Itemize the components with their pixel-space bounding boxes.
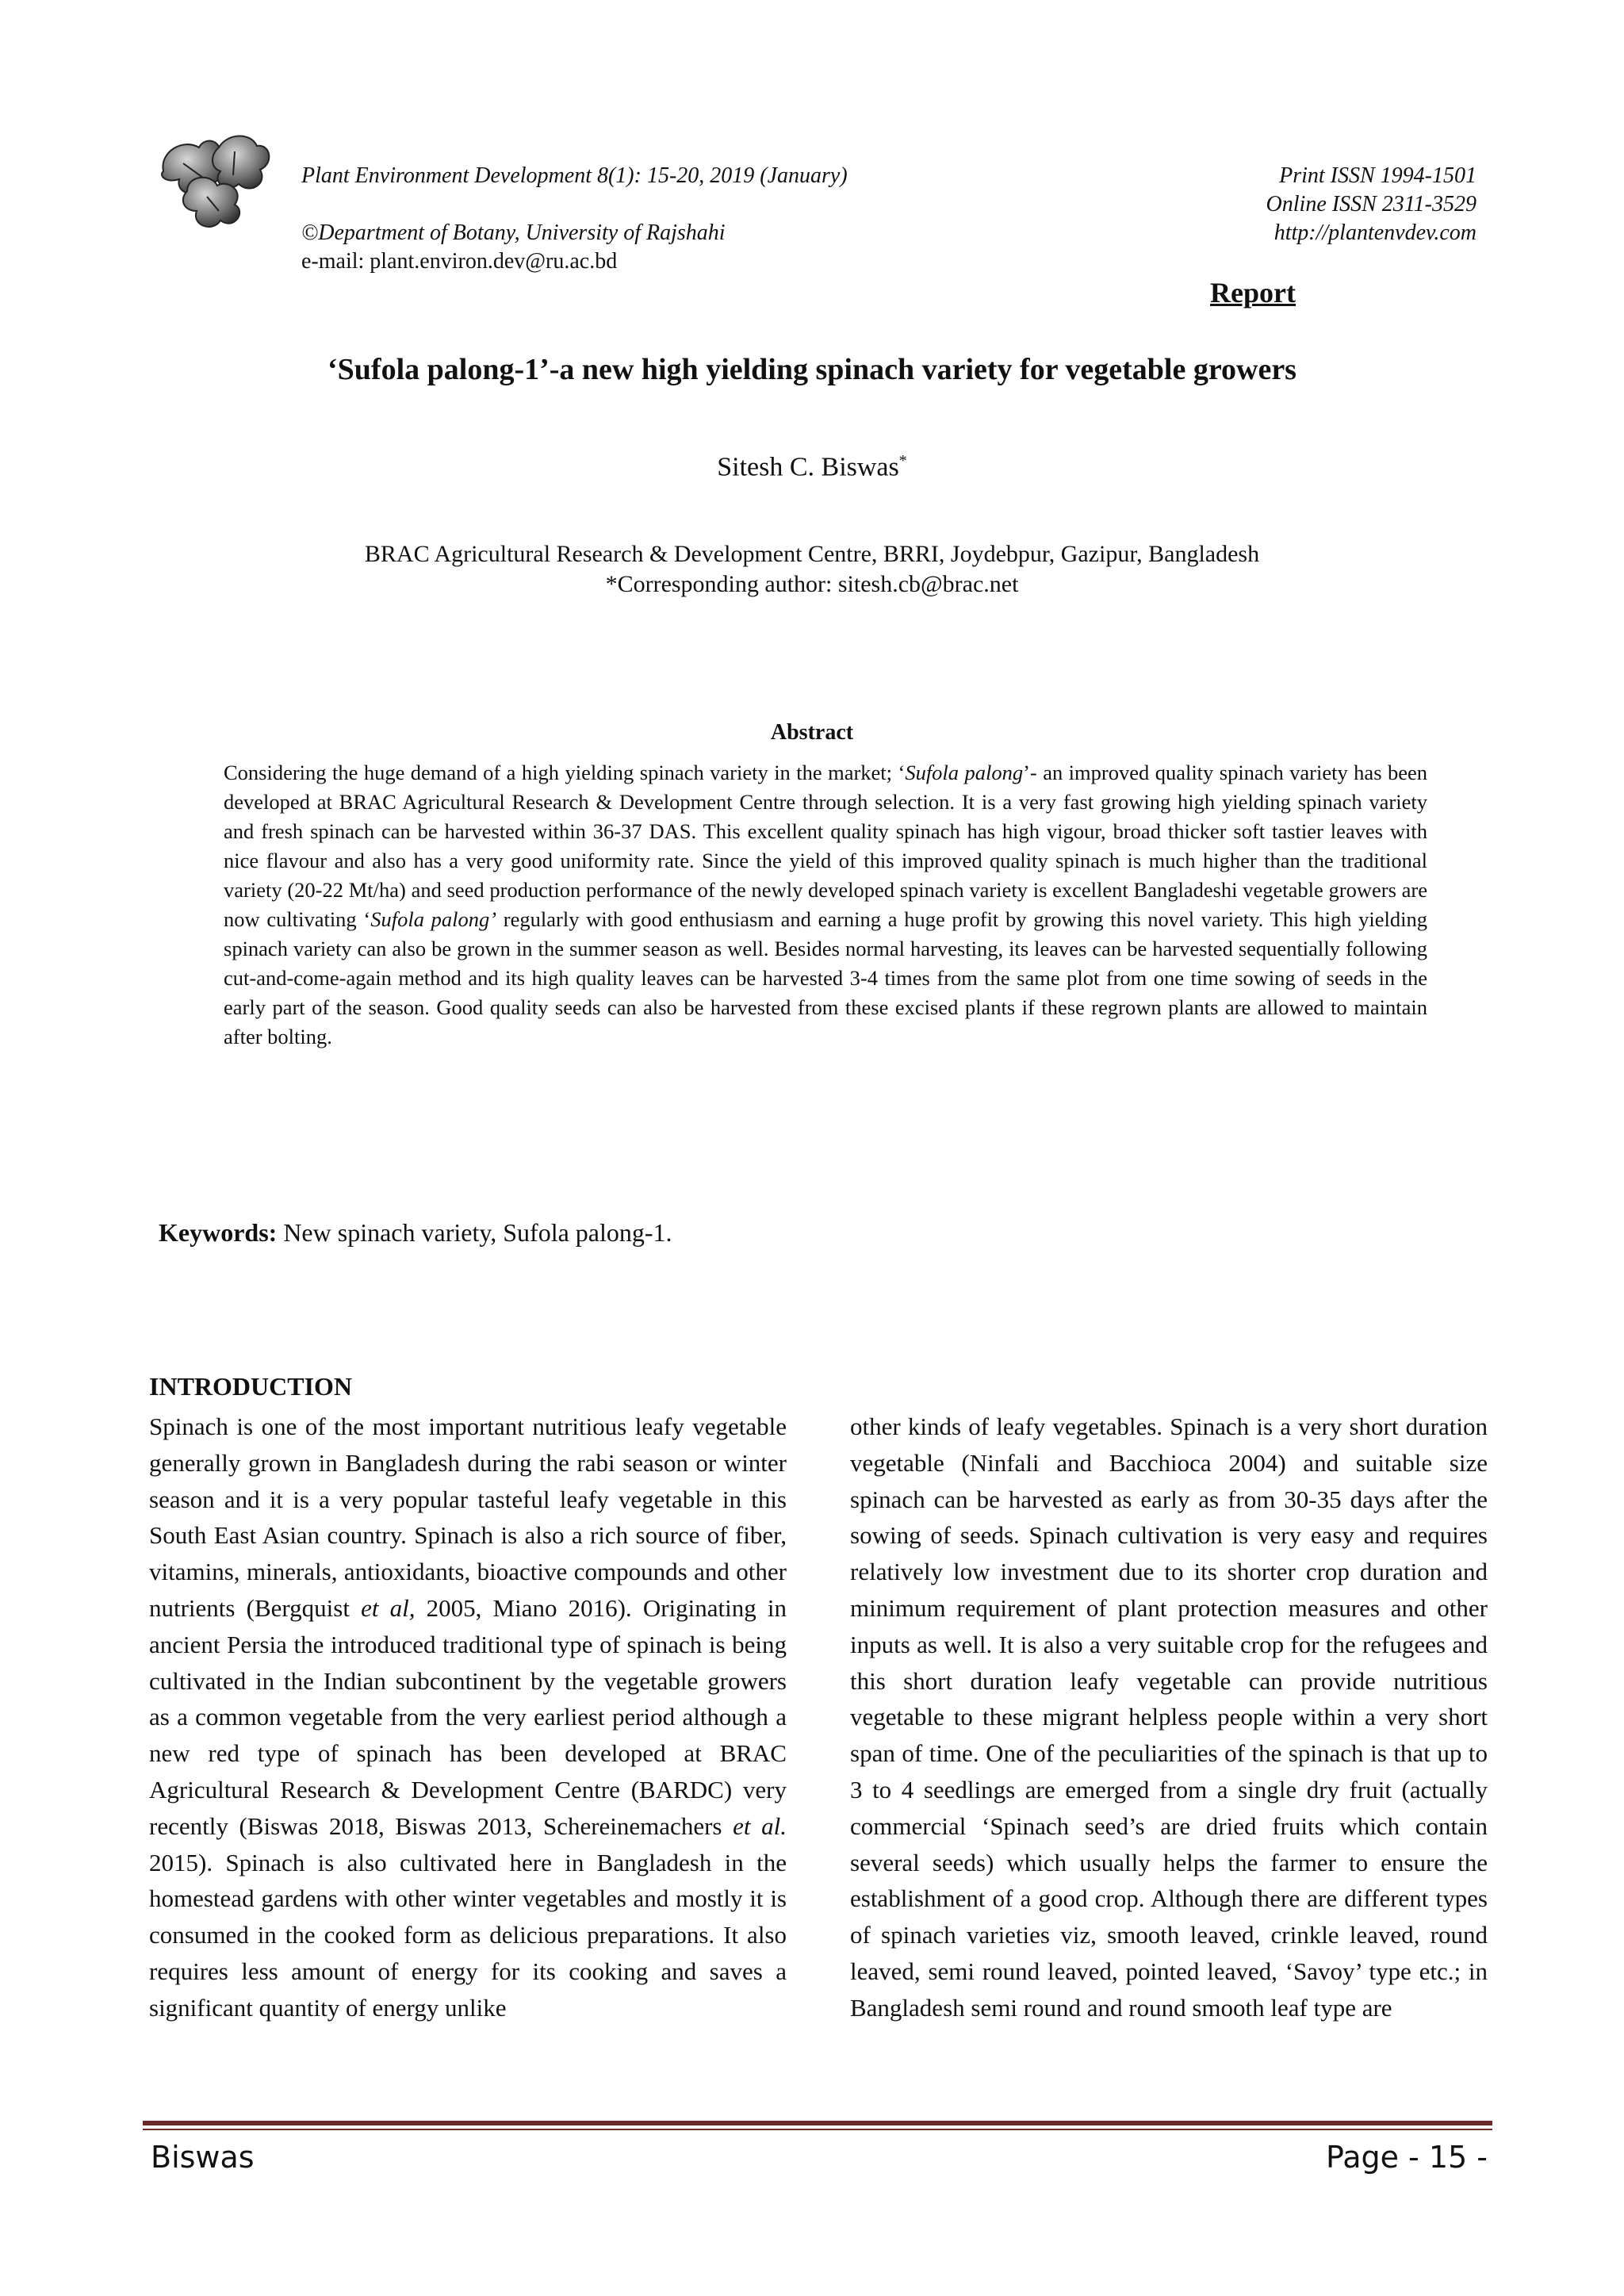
abstract-body bbox=[224, 758, 1427, 1052]
print-issn: Print ISSN 1994-1501 bbox=[1279, 163, 1477, 188]
intro-left-italic-2: et al. bbox=[733, 1811, 787, 1840]
abstract-text-1: Considering the huge demand of a high yielding spinach variety in the market; ‘ bbox=[224, 761, 906, 784]
introduction-heading: INTRODUCTION bbox=[149, 1372, 353, 1401]
abstract-text-2: ’- an improved quality spinach variety has been developed at BRAC Agricultural Research & Development Centre through selection. It is a very fast growing high yielding spinach variety and fresh spinach can be harvested within 36-37 DAS. This excellent quality spinach has high vigour, broad thicker soft tastier leaves with nice flavour and also has a very good uniformity rate. Since the yield of this improved quality spinach is much higher than the traditional variety (20-22 Mt/ha) and seed production performance of the newly developed spinach variety is excellent Bangladeshi vegetable growers are now cultivating ‘ bbox=[224, 761, 1427, 931]
intro-left-text-3: 2015). Spinach is also cultivated here in Bangladesh in the homestead gardens with other winter vegetables and mostly it is consumed in the cooked form as delicious preparations. It also requires less amount of energy for its cooking and saves a significant quantity of energy unlike bbox=[149, 1848, 787, 2022]
journal-website: http://plantenvdev.com bbox=[1274, 220, 1477, 245]
online-issn: Online ISSN 2311-3529 bbox=[1266, 192, 1477, 217]
journal-citation: Plant Environment Development 8(1): 15-20, 2019 (January) bbox=[301, 163, 848, 188]
leaf-logo-icon bbox=[155, 132, 274, 235]
footer-rule-thin bbox=[143, 2129, 1492, 2130]
author-marker: * bbox=[898, 452, 907, 470]
abstract-heading: Abstract bbox=[770, 720, 854, 745]
introduction-left-column bbox=[149, 1409, 787, 2026]
corresponding-author: *Corresponding author: sitesh.cb@brac.net bbox=[605, 571, 1019, 597]
intro-left-text-2: 2005, Miano 2016). Originating in ancient Persia the introduced traditional type of spinach is being cultivated in the Indian subcontinent by the vegetable growers as a common vegetable from the very earliest period although a new red type of spinach has been developed at BRAC Agricultural Research & Development Centre (BARDC) very recently (Biswas 2018, Biswas 2013, Schereinemachers bbox=[149, 1593, 787, 1840]
journal-email: e-mail: plant.environ.dev@ru.ac.bd bbox=[301, 249, 618, 274]
intro-left-text-1: Spinach is one of the most important nutritious leafy vegetable generally grown in Bangladesh during the rabi season or winter season and it is a very popular tasteful leafy vegetable in this South East Asian country. Spinach is also a rich source of fiber, vitamins, minerals, antioxidants, bioactive compounds and other nutrients (Bergquist bbox=[149, 1412, 787, 1622]
author-affiliation: BRAC Agricultural Research & Development Centre, BRRI, Joydebpur, Gazipur, Bangladesh bbox=[364, 541, 1260, 567]
keywords-text: New spinach variety, Sufola palong-1. bbox=[277, 1218, 672, 1247]
introduction-right-column: other kinds of leafy vegetables. Spinach is a very short duration vegetable (Ninfali and Bacchioca 2004) and suitable size spinach can be harvested as early as from 30-35 days after the sowing of seeds. Spinach cultivation is very easy and requires relatively low investment due to its shorter crop duration and minimum requirement of plant protection measures and other inputs as well. It is also a very suitable crop for the refugees and this short duration leafy vegetable can provide nutritious vegetable to these migrant helpless people within a very short span of time. One of the peculiarities of the spinach is that up to 3 to 4 seedlings are emerged from a single dry fruit (actually commercial ‘Spinach seed’s are dried fruits which contain several seeds) which usually helps the farmer to ensure the establishment of a good crop. Although there are different types of spinach varieties viz, smooth leaved, crinkle leaved, round leaved, semi round leaved, pointed leaved, ‘Savoy’ type etc.; in Bangladesh semi round and round smooth leaf type are bbox=[850, 1412, 1488, 2022]
author-line bbox=[0, 452, 1624, 482]
department-line: ©Department of Botany, University of Rajshahi bbox=[301, 220, 726, 245]
article-type-label: Report bbox=[1210, 277, 1296, 309]
article-title: ‘Sufola palong-1’-a new high yielding spinach variety for vegetable growers bbox=[327, 353, 1297, 386]
intro-left-italic-1: et al, bbox=[361, 1593, 416, 1622]
abstract-text-3: regularly with good enthusiasm and earning a huge profit by growing this novel variety. This high yielding spinach variety can also be grown in the summer season as well. Besides normal harvesting, its leaves can be harvested sequentially following cut-and-come-again method and its high quality leaves can be harvested 3-4 times from the same plot from one time sowing of seeds in the early part of the season. Good quality seeds can also be harvested from these excised plants if these regrown plants are allowed to maintain after bolting. bbox=[224, 907, 1427, 1048]
page-number: Page - 15 - bbox=[1325, 2140, 1488, 2175]
keywords-label: Keywords: bbox=[159, 1218, 278, 1247]
author-name: Sitesh C. Biswas bbox=[717, 452, 899, 482]
abstract-italic-1: Sufola palong bbox=[905, 761, 1024, 784]
keywords-line bbox=[159, 1218, 672, 1248]
abstract-italic-2: Sufola palong’ bbox=[370, 907, 497, 931]
footer-author: Biswas bbox=[151, 2140, 255, 2175]
footer-rule bbox=[143, 2121, 1492, 2125]
